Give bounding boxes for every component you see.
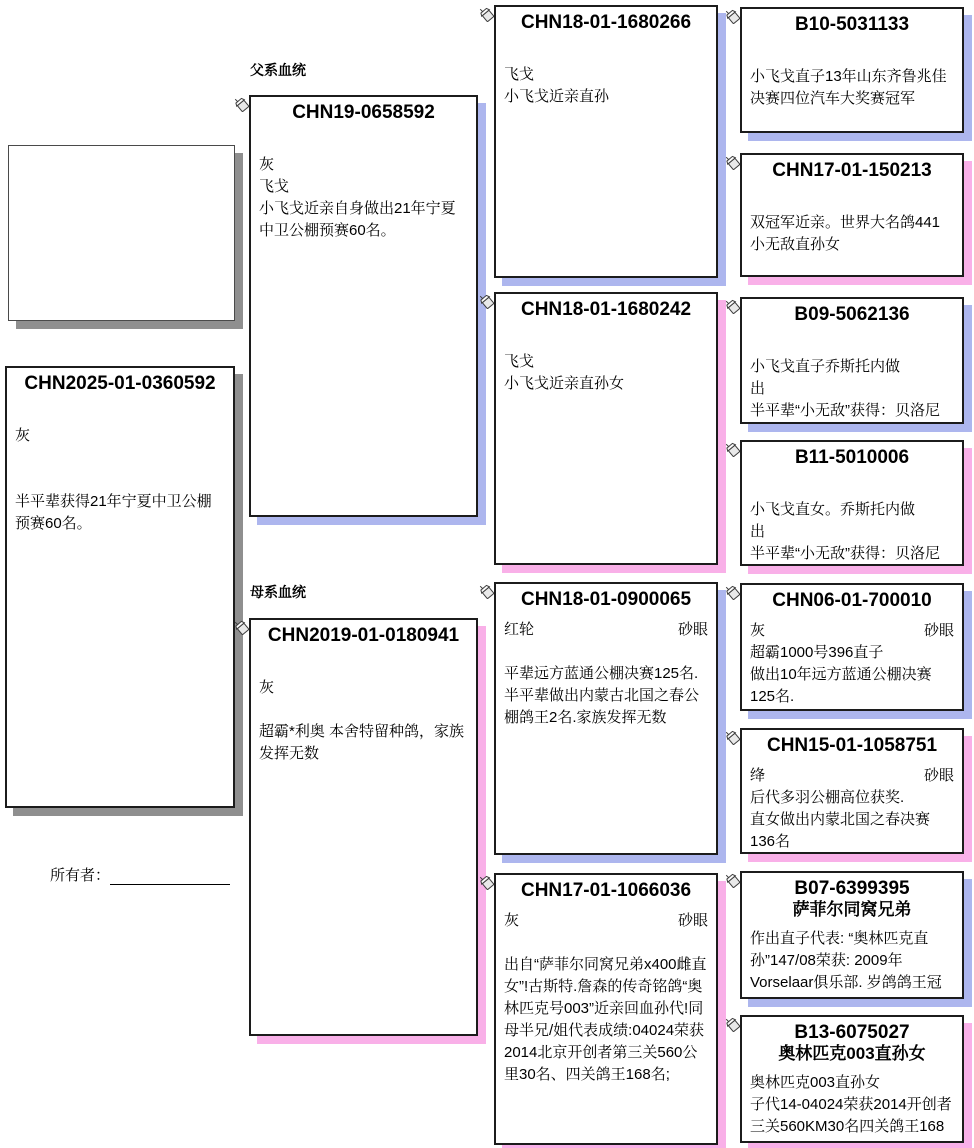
pedigree-box-sire-sire-sire[interactable]	[740, 7, 964, 133]
box-line: 双冠军近亲。世界大名鸽441小无敌直孙女	[750, 214, 941, 253]
ink-pot-icon[interactable]	[233, 619, 251, 637]
box-line	[15, 469, 225, 491]
ring-number: CHN18-01-1680266	[520, 12, 692, 33]
ink-pot-icon[interactable]	[724, 298, 742, 316]
ring-number: CHN15-01-1058751	[766, 735, 938, 756]
ring-number: B11-5010006	[794, 447, 910, 468]
ink-pot-icon[interactable]	[478, 874, 496, 892]
ring-number: CHN18-01-1680242	[520, 299, 692, 320]
box-body	[496, 321, 716, 395]
maternal-bloodline-label: 母系血统	[250, 584, 306, 600]
pedigree-box-unknown-placeholder[interactable]	[8, 145, 235, 321]
ink-pot-icon[interactable]	[724, 584, 742, 602]
bird-name: 奥林匹克003直孙女	[778, 1044, 926, 1063]
box-body	[251, 124, 476, 242]
ring-number: CHN19-0658592	[292, 102, 435, 123]
pedigree-box-dam[interactable]	[249, 618, 478, 1036]
feather-color-label: 灰	[504, 912, 520, 929]
pedigree-box-dam-dam-dam[interactable]	[740, 1015, 964, 1143]
box-line: 出	[750, 523, 766, 540]
pedigree-box-sire-dam-dam[interactable]	[740, 440, 964, 566]
box-line	[504, 932, 708, 954]
box-line: 出自“萨菲尔同窝兄弟x400雌直女”!古斯特.詹森的传奇铭鸽“奥林匹克号003”近亲回血孙代!同母半兄/姐代表成绩:04024荣获2014北京开创者第三关560公里30名、四关鸽王168名;	[504, 956, 707, 1083]
box-line: 半平辈获得21年宁夏中卫公棚预赛60名。	[15, 493, 212, 532]
eye-type-label: 砂眼	[677, 621, 708, 638]
box-line: 灰	[259, 679, 275, 696]
box-body	[7, 395, 233, 535]
box-line: 奥林匹克003直孙女	[750, 1074, 881, 1091]
pedigree-box-dam-sire[interactable]	[494, 582, 718, 855]
box-line: 半平辈“小无敌”获得：贝洛尼	[750, 545, 940, 562]
box-body	[742, 36, 962, 110]
box-body	[742, 326, 962, 422]
box-line	[504, 619, 708, 641]
box-line: 直女做出内蒙北国之春决赛136名	[750, 811, 931, 850]
owner-signature-line	[110, 868, 230, 885]
ink-pot-icon[interactable]	[233, 96, 251, 114]
ring-number: CHN06-01-700010	[772, 590, 932, 611]
pedigree-box-dam-sire-dam[interactable]	[740, 728, 964, 854]
box-line: 半平辈做出内蒙古北国之春公棚鸽王2名.家族发挥无数	[504, 687, 700, 726]
ring-number: CHN17-01-150213	[772, 160, 932, 181]
box-body	[742, 757, 962, 853]
ink-pot-icon[interactable]	[478, 293, 496, 311]
ink-pot-icon[interactable]	[478, 583, 496, 601]
ring-number: B07-6399395	[794, 878, 910, 899]
ring-number: B09-5062136	[794, 304, 910, 325]
box-line	[504, 910, 708, 932]
ink-pot-icon[interactable]	[724, 1016, 742, 1034]
pedigree-box-dam-dam[interactable]	[494, 873, 718, 1145]
pedigree-box-sire-dam[interactable]	[494, 292, 718, 565]
ink-pot-icon[interactable]	[478, 6, 496, 24]
box-line: 小飞戈直子13年山东齐鲁兆佳决赛四位汽车大奖赛冠军	[750, 68, 947, 107]
box-line: 灰	[15, 427, 31, 444]
paternal-bloodline-label: 父系血统	[250, 62, 306, 78]
feather-color-label: 绛	[750, 767, 766, 784]
box-line: 小飞戈近亲直孙女	[504, 375, 625, 392]
box-line	[750, 190, 954, 212]
box-body	[742, 182, 962, 256]
owner-row	[50, 864, 230, 885]
box-body	[742, 612, 962, 708]
box-line	[504, 641, 708, 663]
box-line	[504, 42, 708, 64]
pedigree-box-sire-sire-dam[interactable]	[740, 153, 964, 277]
box-line: 小飞戈直女。乔斯托内做	[750, 501, 916, 518]
ink-pot-icon[interactable]	[724, 729, 742, 747]
pedigree-box-sire[interactable]	[249, 95, 478, 517]
ring-number: CHN17-01-1066036	[520, 880, 692, 901]
owner-label: 所有者：	[50, 867, 111, 884]
bird-name: 萨菲尔同窝兄弟	[792, 900, 912, 919]
box-body	[496, 34, 716, 108]
box-body	[742, 469, 962, 565]
box-line	[15, 403, 225, 425]
pedigree-box-sire-dam-sire[interactable]	[740, 297, 964, 424]
ring-number: CHN2025-01-0360592	[24, 373, 216, 394]
box-line: 小飞戈近亲直孙	[504, 88, 610, 105]
box-body	[496, 902, 716, 1086]
box-line	[15, 447, 225, 469]
eye-type-label: 砂眼	[923, 767, 954, 784]
ring-number: B10-5031133	[794, 14, 910, 35]
box-line	[750, 765, 954, 787]
ring-number: CHN18-01-0900065	[520, 589, 692, 610]
pedigree-box-dam-dam-sire[interactable]	[740, 871, 964, 999]
eye-type-label: 砂眼	[677, 912, 708, 929]
box-line	[259, 699, 468, 721]
pedigree-box-sire-sire[interactable]	[494, 5, 718, 278]
ink-pot-icon[interactable]	[724, 872, 742, 890]
box-line: 平辈远方蓝通公棚决赛125名.	[504, 665, 699, 682]
box-line: 飞戈	[504, 353, 535, 370]
box-line: 子代14-04024荣获2014开创者	[750, 1096, 952, 1113]
box-body	[251, 647, 476, 765]
ring-number: CHN2019-01-0180941	[267, 625, 460, 646]
box-line: 作出直子代表: “奥林匹克直孙”147/08荣获: 2009年Vorselaar俱乐部. 岁鸽鸽王冠	[750, 930, 942, 991]
pedigree-box-subject[interactable]	[5, 366, 235, 808]
box-line	[504, 329, 708, 351]
box-line	[750, 334, 954, 356]
box-line	[259, 655, 468, 677]
box-line: 飞戈	[504, 66, 535, 83]
box-line	[750, 477, 954, 499]
box-line: 小飞戈近亲自身做出21年宁夏中卫公棚预赛60名。	[259, 200, 456, 239]
pedigree-box-dam-sire-sire[interactable]	[740, 583, 964, 711]
feather-color-label: 灰	[750, 622, 766, 639]
ink-pot-icon[interactable]	[724, 8, 742, 26]
box-line: 125名.	[750, 688, 795, 705]
ink-pot-icon[interactable]	[724, 441, 742, 459]
box-line: 出	[750, 380, 766, 397]
ink-pot-icon[interactable]	[724, 154, 742, 172]
box-line: 三关560KM30名四关鸽王168	[750, 1118, 945, 1135]
box-line: 超霸1000号396直子	[750, 644, 884, 661]
box-body	[742, 920, 962, 994]
box-line: 灰	[259, 156, 275, 173]
box-line: 后代多羽公棚高位获奖.	[750, 789, 905, 806]
box-line: 超霸*利奥 本舍特留种鸽，家族发挥无数	[259, 723, 465, 762]
box-line: 小飞戈直子乔斯托内做	[750, 358, 901, 375]
box-body	[496, 611, 716, 729]
box-body	[9, 146, 234, 154]
eye-type-label: 砂眼	[923, 622, 954, 639]
feather-color-label: 红轮	[504, 621, 535, 638]
box-line	[259, 132, 468, 154]
box-line: 半平辈“小无敌”获得：贝洛尼	[750, 402, 940, 419]
ring-number: B13-6075027	[794, 1022, 910, 1043]
box-line: 做出10年远方蓝通公棚决赛	[750, 666, 932, 683]
box-line	[750, 44, 954, 66]
box-line: 飞戈	[259, 178, 290, 195]
box-line	[750, 620, 954, 642]
box-body	[742, 1064, 962, 1138]
